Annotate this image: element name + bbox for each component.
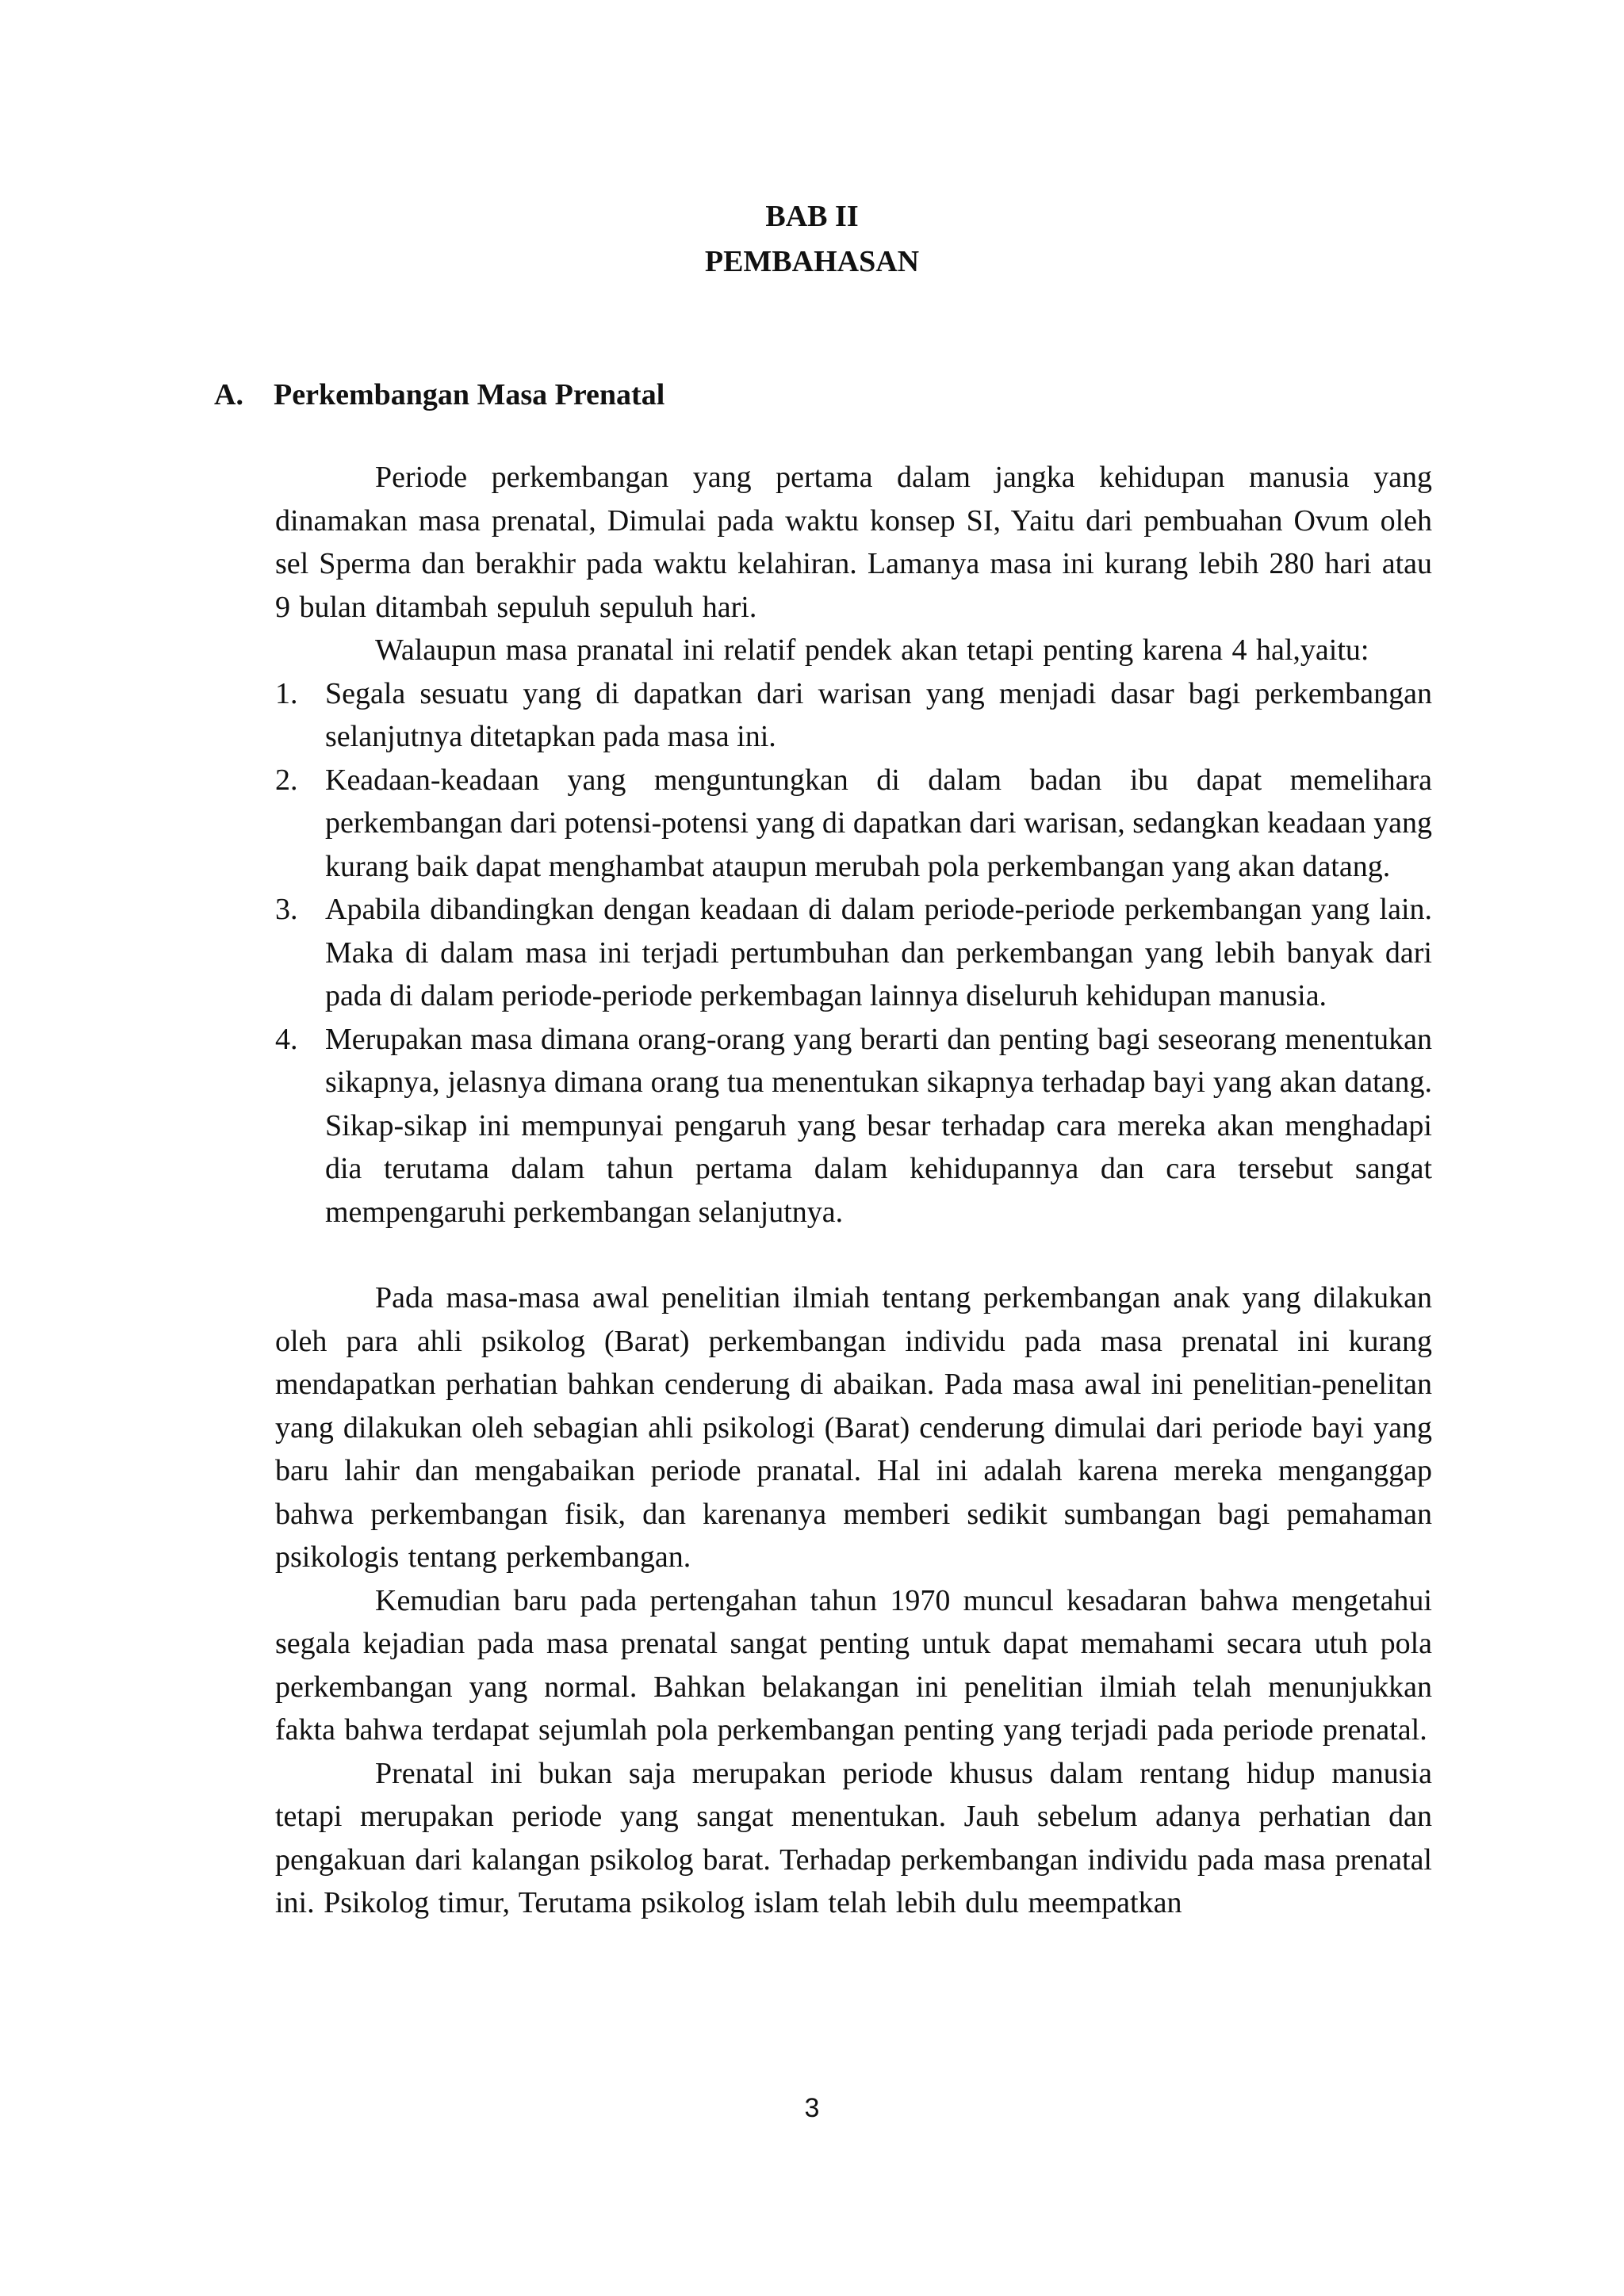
chapter-title: PEMBAHASAN xyxy=(704,245,920,278)
section-heading xyxy=(214,373,665,417)
list-item-number: 4. xyxy=(275,1022,298,1056)
list-item-text: Apabila dibandingkan dengan keadaan di dalam periode-periode perkembangan yang lain. Maka di dalam masa ini terjadi pertumbuhan dan perkembangan yang lebih banyak dari pada di dalam periode-periode perkembagan lainnya diseluruh kehidupan manusia. xyxy=(325,893,1432,1012)
list-item xyxy=(275,888,1432,1018)
list-item-number: 3. xyxy=(275,893,298,926)
section-title: Perkembangan Masa Prenatal xyxy=(274,378,665,411)
paragraph-spacer xyxy=(275,1234,1432,1276)
list-item-number: 2. xyxy=(275,763,298,797)
body-paragraph-3: Prenatal ini bukan saja merupakan periode khusus dalam rentang hidup manusia tetapi merupakan periode yang sangat menentukan. Jauh sebelum adanya perhatian dan pengakuan dari kalangan psikolog barat. Terhadap perkembangan individu pada masa prenatal ini. Psikolog timur, Terutama psikolog islam telah lebih dulu meempatkan xyxy=(275,1756,1432,1919)
body-paragraph-1: Pada masa-masa awal penelitian ilmiah tentang perkembangan anak yang dilakukan oleh para ahli psikolog (Barat) perkembangan individu pada masa prenatal ini kurang mendapatkan perhatian bahkan cenderung di abaikan. Pada masa awal ini penelitian-penelitan yang dilakukan oleh sebagian ahli psikologi (Barat) cenderung dimulai dari periode bayi yang baru lahir dan mengabaikan periode pranatal. Hal ini adalah karena mereka menganggap bahwa perkembangan fisik, dan karenanya memberi sedikit sumbangan bagi pemahaman psikologis tentang perkembangan. xyxy=(275,1281,1432,1574)
intro-paragraph-2: Walaupun masa pranatal ini relatif pendek akan tetapi penting karena 4 hal,yaitu: xyxy=(375,633,1369,667)
list-item-text: Segala sesuatu yang di dapatkan dari warisan yang menjadi dasar bagi perkembangan selanjutnya ditetapkan pada masa ini. xyxy=(325,676,1432,753)
chapter-number: BAB II xyxy=(765,200,859,233)
body-text xyxy=(275,456,1432,1925)
intro-paragraph-1: Periode perkembangan yang pertama dalam jangka kehidupan manusia yang dinamakan masa prenatal, Dimulai pada waktu konsep SI, Yaitu dari pembuahan Ovum oleh sel Sperma dan berakhir pada waktu kelahiran. Lamanya masa ini kurang lebih 280 hari atau 9 bulan ditambah sepuluh sepuluh hari. xyxy=(275,461,1432,624)
reasons-list xyxy=(275,672,1432,1234)
list-item xyxy=(275,1018,1432,1234)
list-item-number: 1. xyxy=(275,676,298,710)
page-number: 3 xyxy=(804,2093,820,2123)
list-item-text: Keadaan-keadaan yang menguntungkan di dalam badan ibu dapat memelihara perkembangan dari potensi-potensi yang di dapatkan dari warisan, sedangkan keadaan yang kurang baik dapat menghambat ataupun merubah pola perkembangan yang akan datang. xyxy=(325,763,1432,883)
list-item xyxy=(275,759,1432,889)
section-letter: A. xyxy=(214,378,243,411)
list-item-text: Merupakan masa dimana orang-orang yang berarti dan penting bagi seseorang menentukan sikapnya, jelasnya dimana orang tua menentukan sikapnya terhadap bayi yang akan datang. Sikap-sikap ini mempunyai pengaruh yang besar terhadap cara mereka akan menghadapi dia terutama dalam tahun pertama dalam kehidupannya dan cara tersebut sangat mempengaruhi perkembangan selanjutnya. xyxy=(325,1022,1432,1229)
list-item xyxy=(275,672,1432,759)
body-paragraph-2: Kemudian baru pada pertengahan tahun 1970 muncul kesadaran bahwa mengetahui segala kejadian pada masa prenatal sangat penting untuk dapat memahami secara utuh pola perkembangan yang normal. Bahkan belakangan ini penelitian ilmiah telah menunjukkan fakta bahwa terdapat sejumlah pola perkembangan penting yang terjadi pada periode prenatal. xyxy=(275,1583,1432,1747)
